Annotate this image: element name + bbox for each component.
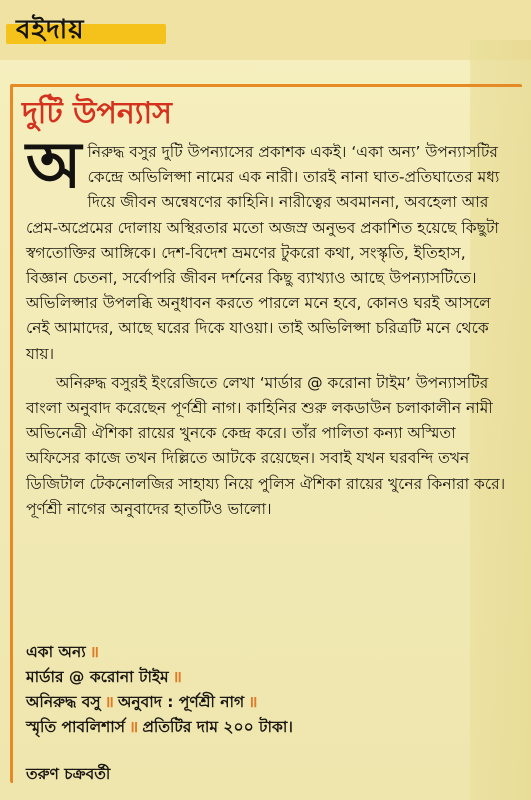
price-text: প্রতিটির দাম ২০০ টাকা। — [142, 718, 293, 736]
credit-line-author — [26, 690, 512, 715]
author-name: অনিরুদ্ধ বসু — [26, 693, 101, 711]
credit-line-book1 — [26, 640, 512, 665]
publisher-name: স্মৃতি পাবলিশার্স — [26, 718, 126, 736]
article-title: দুটি উপন্যাস — [22, 96, 172, 131]
book-title-1: একা অন্য — [26, 643, 86, 661]
separator-mark: ॥ — [172, 668, 182, 686]
separator-mark: ॥ — [104, 693, 114, 711]
reviewer-name: তরুণ চক্রবর্তী — [26, 765, 111, 783]
paragraph-2: অনিরুদ্ধ বসুরই ইংরেজিতে লেখা ‘মার্ডার @ করোনা টাইম’ উপন্যাসটির বাংলা অনুবাদ করেছেন পূর্ণশ্রী নাগ। কাহিনির শুরু লকডাউন চলাকালীন নামী অভিনেত্রী ঐশিকা রায়ের খুনকে কেন্দ্র করে। তাঁর পালিতা কন্যা অস্মিতা অফিসের কাজে তখন দিল্লিতে আটকে রয়েছেন। সবাই যখন ঘরবন্দি তখন ডিজিটাল টেকনোলজির সাহায্য নিয়ে পুলিস ঐশিকা রায়ের খুনের কিনারা করে। পূর্ণশ্রী নাগের অনুবাদের হাতটিও ভালো। — [26, 373, 506, 518]
book-credits — [26, 640, 512, 740]
logo-text: বইদায় — [16, 15, 85, 45]
separator-mark: ॥ — [248, 693, 258, 711]
article-body — [26, 128, 512, 522]
separator-mark: ॥ — [129, 718, 139, 736]
separator-mark: ॥ — [89, 643, 99, 661]
section-logo — [6, 12, 166, 50]
book-title-2: মার্ডার @ করোনা টাইম — [26, 668, 169, 686]
paragraph-1-text: নিরুদ্ধ বসুর দুটি উপন্যাসের প্রকাশক একই। ‘একা অন্য’ উপন্যাসটির কেন্দ্রে অভিলিপ্সা নামের এক নারী। তারই নানা ঘাত-প্রতিঘাতের মধ্য দিয়ে জীবন অন্বেষণের কাহিনি। নারীত্বের অবমাননা, অবহেলা আর প্রেম-অপ্রেমের দোলায় অস্থিরতার মতো অজস্র অনুভব প্রকাশিত হয়েছে কিছুটা স্বগতোক্তির আঙ্গিকে। দেশ-বিদেশ ভ্রমণের টুকরো কথা, সংস্কৃতি, ইতিহাস, বিজ্ঞান চেতনা, সর্বোপরি জীবন দর্শনের কিছু ব্যাখ্যাও আছে উপন্যাসটিতে। অভিলিপ্সার উপলব্ধি অনুধাবন করতে পারলে মনে হবে, কোনও ঘরই আসলে নেই আমাদের, আছে ঘরের দিকে যাওয়া। তাই অভিলিপ্সা চরিত্রটি মনে থেকে যায়। — [26, 143, 500, 363]
credit-line-book2 — [26, 665, 512, 690]
translator-name: অনুবাদ : পূর্ণশ্রী নাগ — [117, 693, 245, 711]
credit-line-publisher — [26, 715, 512, 740]
drop-cap: অ — [26, 128, 82, 203]
paragraph-1 — [26, 128, 512, 367]
